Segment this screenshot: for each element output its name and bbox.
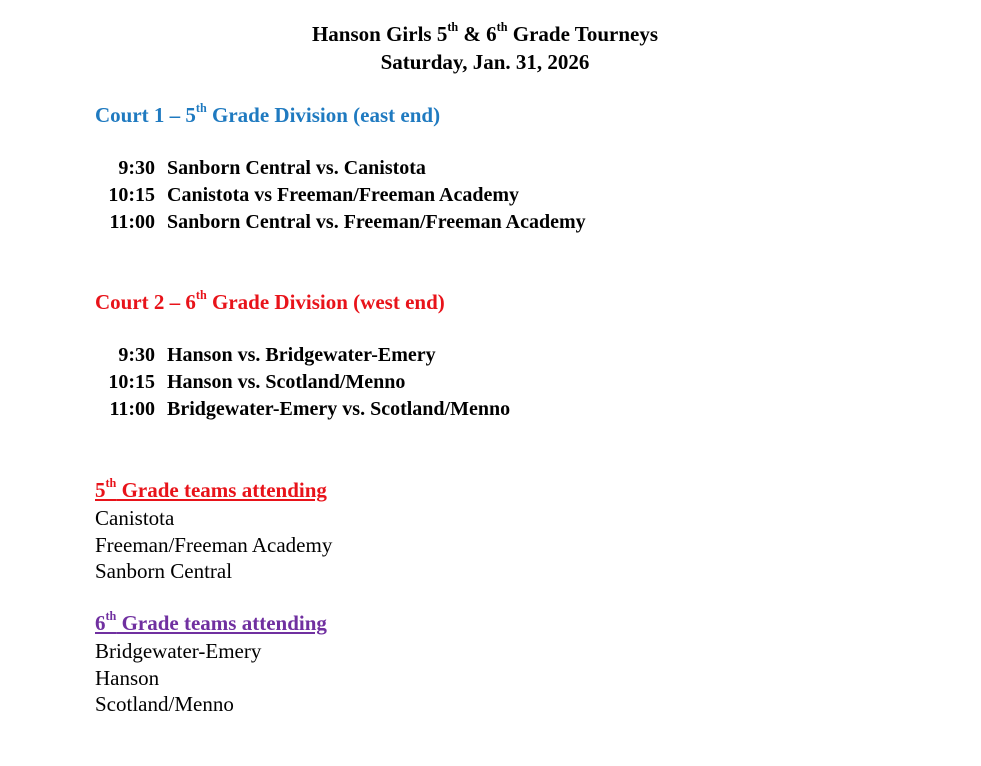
6th-grade-team-list [95, 638, 261, 718]
court-2-schedule [95, 342, 510, 423]
list-item: Canistota [95, 506, 175, 530]
title-line-1: Hanson Girls 5th & 6th Grade Tourneys [311, 20, 659, 46]
court-1-heading: Court 1 – 5th Grade Division (east end) [95, 101, 441, 127]
game-time: 9:30 [118, 344, 155, 366]
game-matchup: Sanborn Central vs. Canistota [167, 157, 426, 179]
game-row [95, 396, 510, 423]
document-title [0, 20, 970, 76]
game-row [95, 369, 510, 396]
title-date: Saturday, Jan. 31, 2026 [380, 50, 590, 74]
court-2-heading: Court 2 – 6th Grade Division (west end) [95, 288, 445, 314]
game-time: 9:30 [118, 157, 155, 179]
list-item: Hanson [95, 665, 160, 690]
6th-grade-teams-heading: 6th Grade teams attending [95, 609, 327, 635]
game-time: 10:15 [108, 184, 155, 206]
list-item: Scotland/Menno [95, 692, 234, 716]
5th-grade-team-list [95, 505, 332, 585]
court-1-schedule [95, 155, 586, 236]
game-time: 11:00 [109, 398, 155, 420]
5th-grade-teams-heading: 5th Grade teams attending [95, 476, 327, 502]
game-matchup: Bridgewater-Emery vs. Scotland/Menno [167, 398, 511, 420]
list-item: Freeman/Freeman Academy [95, 532, 333, 557]
game-row [95, 182, 586, 209]
game-matchup: Canistota vs Freeman/Freeman Academy [167, 184, 519, 206]
game-row [95, 209, 586, 236]
game-row [95, 155, 586, 182]
game-matchup: Hanson vs. Bridgewater-Emery [167, 344, 436, 366]
game-time: 11:00 [109, 211, 155, 233]
game-time: 10:15 [108, 371, 155, 393]
game-row [95, 342, 510, 369]
game-matchup: Sanborn Central vs. Freeman/Freeman Academy [167, 211, 586, 233]
list-item: Bridgewater-Emery [95, 639, 262, 663]
game-matchup: Hanson vs. Scotland/Menno [167, 371, 406, 393]
list-item: Sanborn Central [95, 559, 233, 583]
